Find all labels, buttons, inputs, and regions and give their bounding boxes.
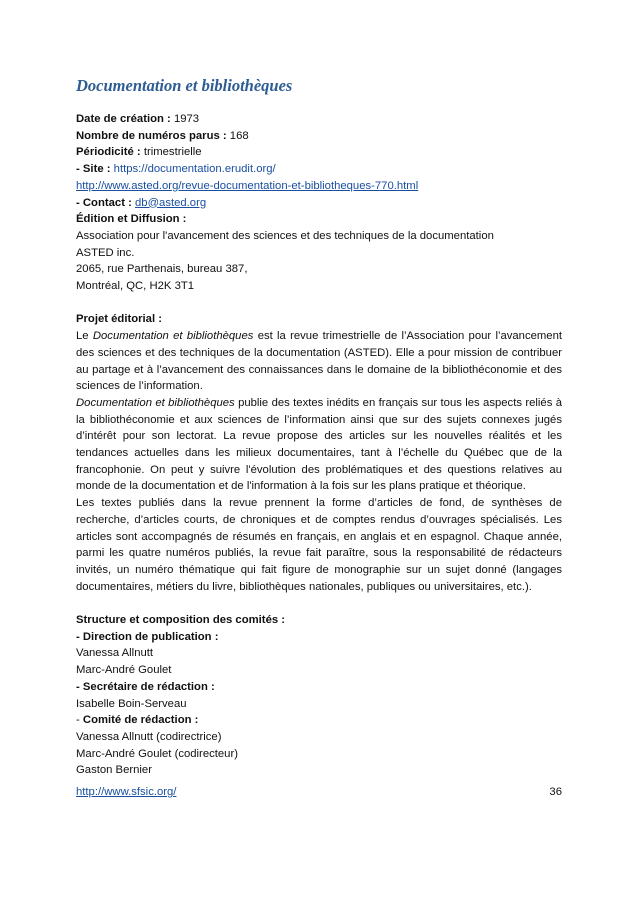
- address-line: ASTED inc.: [76, 246, 135, 259]
- footer-url-link[interactable]: http://www.sfsic.org/: [76, 786, 177, 798]
- address-line: Association pour l'avancement des sciences et des techniques de la documentation: [76, 229, 494, 242]
- edition-label: Édition et Diffusion :: [76, 213, 187, 226]
- committee-member: Gaston Bernier: [76, 764, 152, 777]
- direction-label: - Direction de publication :: [76, 630, 219, 643]
- committee-member: Vanessa Allnutt (codirectrice): [76, 730, 222, 743]
- page-number: 36: [549, 786, 562, 798]
- journal-name: Documentation et bibliothèques: [92, 330, 254, 343]
- contact-label: - Contact :: [76, 196, 132, 209]
- projet-p2-text: publie des textes inédits en français sur tous les aspects reliés à la bibliothéconomie et aux sciences de l’information ainsi que sur des sujets connexes jugés d’intérêt pour son lectorat. La revue propose des articles sur les nouvelles réalités et les tendances actuelles dans les milieux documentaires, tant à l’échelle du Québec que de la francophonie. On peut y suivre l'évolution des problématiques et des questions relatives au monde de la documentation et de l'information à la fois sur les plans pratique et théorique.: [76, 396, 562, 493]
- site-link-erudit[interactable]: https://documentation.erudit.org/: [113, 163, 276, 176]
- committee-member: Marc-André Goulet (codirecteur): [76, 747, 238, 760]
- projet-p1-text: est la revue trimestrielle de l’Association pour l’avancement des sciences et des techniques de la documentation (ASTED). Elle a pour mission de contribuer au partage et à l’avancement des connaissances dans le domaine de la bibliothéconomie et des sciences de l’information.: [76, 330, 563, 393]
- projet-heading: Projet éditorial :: [76, 313, 162, 326]
- creation-date-line: [76, 111, 562, 128]
- projet-paragraph-3: Les textes publiés dans la revue prennent la forme d’articles de fond, de synthèses de recherche, d’articles courts, de chroniques et de comptes rendus d’ouvrages spécialisés. Les articles sont accompagnés de résumés en français, en anglais et en espagnol. Chaque année, parmi les quatre numéros publiés, la revue fait paraître, sous la responsabilité de rédacteurs invités, un numéro thématique qui fait figure de monographie sur un sujet donné (langages documentaires, métiers du livre, bibliothèques nationales, publiques ou universitaires, etc.).: [76, 497, 562, 593]
- site-label: - Site :: [76, 163, 111, 176]
- periodicity-label: Périodicité :: [76, 146, 141, 159]
- secretaire-label: - Secrétaire de rédaction :: [76, 680, 215, 693]
- issues-count-value: 168: [229, 129, 249, 142]
- projet-paragraph-2: [76, 395, 562, 495]
- issues-count-label: Nombre de numéros parus :: [76, 129, 227, 142]
- projet-p1-pre: Le: [76, 330, 89, 343]
- projet-paragraph-1: [76, 328, 562, 395]
- page-footer: [76, 784, 562, 801]
- creation-date-label: Date de création :: [76, 113, 171, 125]
- committee-member: Marc-André Goulet: [76, 664, 172, 677]
- comite-line: [76, 712, 562, 729]
- address-line: Montréal, QC, H2K 3T1: [76, 280, 195, 293]
- site-line-2: [76, 178, 562, 195]
- contact-email-link[interactable]: db@asted.org: [135, 196, 207, 209]
- periodicity-line: [76, 144, 562, 161]
- contact-line: [76, 195, 562, 212]
- comite-label: Comité de rédaction :: [82, 714, 199, 727]
- committee-member: Vanessa Allnutt: [76, 647, 154, 660]
- spacer: [76, 595, 562, 612]
- site-link-asted[interactable]: http://www.asted.org/revue-documentation-et-bibliotheques-770.html: [76, 179, 419, 192]
- address-line: 2065, rue Parthenais, bureau 387,: [76, 263, 248, 276]
- page-content: [76, 76, 562, 779]
- site-line: [76, 161, 562, 178]
- periodicity-value: trimestrielle: [143, 146, 202, 159]
- page-title: Documentation et bibliothèques: [76, 76, 293, 95]
- comite-dash: -: [76, 714, 83, 727]
- journal-name: Documentation et bibliothèques: [76, 396, 235, 409]
- issues-count-line: [76, 128, 562, 145]
- committee-member: Isabelle Boin-Serveau: [76, 697, 187, 710]
- comites-heading: Structure et composition des comités :: [76, 614, 286, 627]
- creation-date-value: 1973: [173, 113, 200, 125]
- spacer: [76, 295, 562, 312]
